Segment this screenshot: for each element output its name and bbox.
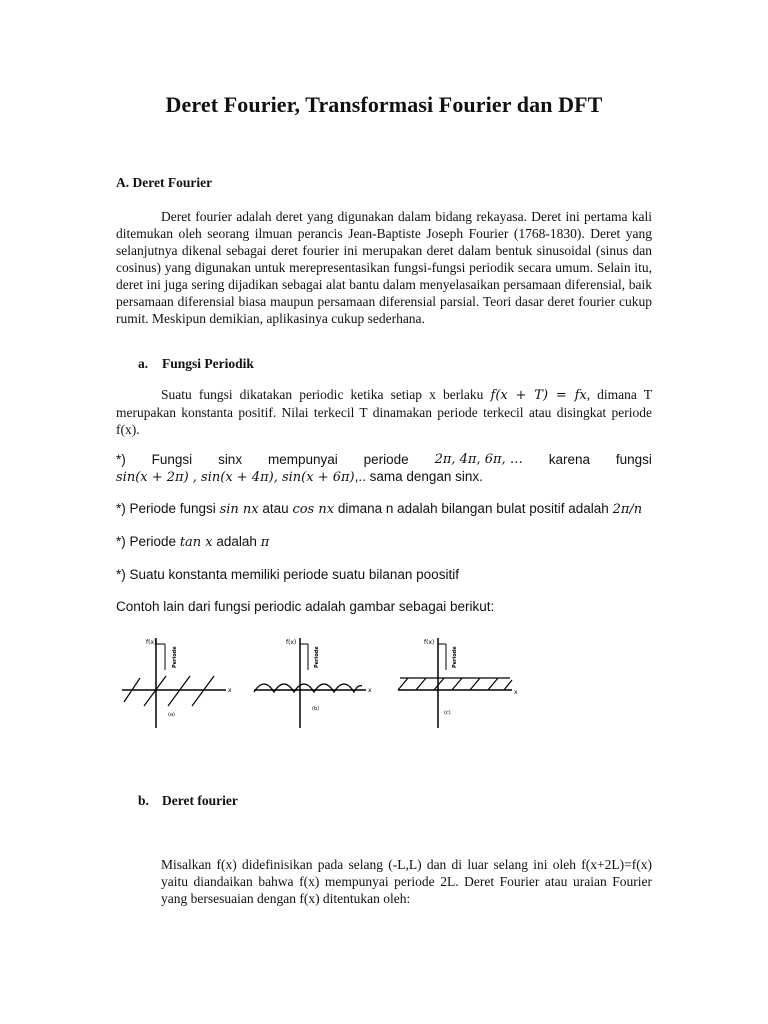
period-values-formula: 2π, 4π, 6π, … — [434, 452, 523, 467]
definition-text: Suatu fungsi dikatakan periodic ketika setiap x berlaku — [161, 387, 484, 402]
definition-formula: f(x + T) = fx — [490, 388, 587, 403]
word: sinx — [218, 452, 243, 467]
word: periode — [363, 452, 409, 467]
example-intro: Contoh lain dari fungsi periodic adalah gambar sebagai berikut: — [116, 599, 495, 614]
text: *) Periode fungsi — [116, 501, 216, 516]
figure-a-periode-label: Periode — [172, 646, 178, 668]
tan-x-formula: tan x — [179, 535, 213, 550]
bullet-constant: *) Suatu konstanta memiliki periode suatu bilanan poositif — [116, 567, 459, 582]
word: fungsi — [615, 452, 652, 467]
periodic-definition-paragraph — [116, 386, 652, 438]
subsection-a-title: Fungsi Periodik — [162, 356, 254, 371]
figure-a-ylabel: f(x) — [146, 639, 157, 646]
figure-b-rectified-sine — [250, 628, 375, 738]
figure-c-caption: (c) — [444, 710, 451, 716]
figure-b-ylabel: f(x) — [286, 639, 297, 646]
sin-nx-formula: sin nx — [219, 502, 259, 517]
definition-text-rest: , dimana T merupakan konstanta positif. Nilai terkecil T dinamakan periode terkecil atau disingkat periode f(x). — [116, 387, 652, 437]
figure-b-periode-label: Periode — [314, 646, 320, 668]
cos-nx-formula: cos nx — [292, 502, 335, 517]
sin-shift-text: ,.. sama dengan sinx. — [354, 469, 483, 484]
figure-c-square-wave — [394, 628, 524, 738]
text: dimana n adalah bilangan bulat positif adalah — [337, 501, 609, 516]
bullet-tan-x — [116, 533, 652, 551]
figure-a-sawtooth — [116, 628, 236, 738]
section-a-heading: A. Deret Fourier — [116, 175, 213, 190]
subsection-b-title: Deret fourier — [162, 793, 238, 808]
periodic-function-figures — [116, 628, 536, 738]
text: adalah — [216, 534, 257, 549]
sin-shift-formula: sin(x + 2π) , sin(x + 4π), sin(x + 6π) — [116, 470, 355, 485]
text: atau — [262, 501, 289, 516]
subsection-a-heading — [138, 356, 254, 372]
word: mempunyai — [267, 452, 338, 467]
figure-a-caption: (a) — [168, 712, 175, 718]
bullet-sinx-line1 — [116, 451, 652, 468]
figure-b-caption: (b) — [312, 706, 320, 712]
page-title: Deret Fourier, Transformasi Fourier dan DFT — [165, 92, 603, 117]
bullet-sin-nx — [116, 500, 652, 518]
figure-b-xlabel: x — [368, 687, 372, 694]
subsection-a-number: a. — [138, 356, 149, 371]
two-pi-over-n-formula: 2π/n — [612, 502, 643, 517]
word: Fungsi — [151, 452, 193, 467]
subsection-b-heading — [138, 793, 238, 809]
section-a-paragraph: Deret fourier adalah deret yang digunakan dalam bidang rekayasa. Deret ini pertama kali ditemukan oleh seorang ilmuan perancis Jean-Baptiste Joseph Fourier (1768-1830). Deret yang selanjutnya dikenal sebagai deret fourier ini merupakan deret dalam bentuk sinusoidal (sinus dan cosinus) yang digunakan untuk merepresentasikan fungsi-fungsi periodik secara umum. Selain itu, deret ini juga sering dijadikan sebagai alat bantu dalam menyelasaikan persamaan diferensial, baik persamaan diferensial biasa maupun persamaan diferensial parsial. Teori dasar deret fourier cukup rumit. Meskipun demikian, aplikasinya cukup sederhana. — [116, 209, 652, 326]
figure-a-xlabel: x — [228, 687, 232, 694]
pi-symbol: π — [260, 535, 270, 550]
word: karena — [548, 452, 590, 467]
text: *) Periode — [116, 534, 177, 549]
figure-c-ylabel: f(x) — [424, 639, 435, 646]
figure-c-xlabel: x — [514, 689, 518, 696]
bullet-sinx-line2 — [116, 468, 652, 486]
bullet-marker: *) — [116, 452, 126, 467]
fourier-series-paragraph: Misalkan f(x) didefinisikan pada selang (-L,L) dan di luar selang ini oleh f(x+2L)=f(x) yaitu diandaikan bahwa f(x) mempunyai periode 2L. Deret Fourier atau uraian Fourier yang bersesuaian dengan f(x) ditentukan oleh: — [161, 857, 652, 906]
figure-c-periode-label: Periode — [452, 646, 458, 668]
subsection-b-number: b. — [138, 793, 149, 808]
